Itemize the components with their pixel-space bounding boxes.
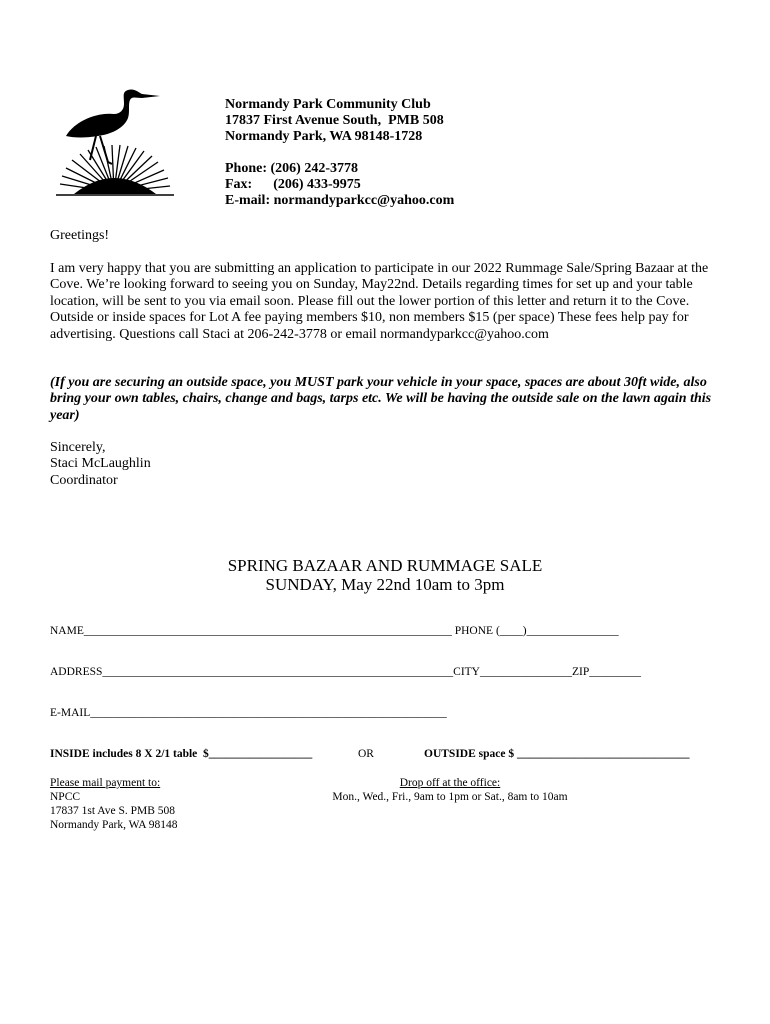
org-letterhead (225, 97, 454, 209)
greeting: Greetings! (50, 228, 110, 243)
event-heading (0, 556, 770, 594)
signer-name: Staci McLaughlin (50, 456, 151, 472)
org-address-line2: Normandy Park, WA 98148-1728 (225, 129, 423, 144)
drop-off-block (320, 776, 580, 804)
org-email: E-mail: normandyparkcc@yahoo.com (225, 193, 455, 208)
event-title: SPRING BAZAAR AND RUMMAGE SALE (227, 556, 543, 575)
outside-space-field[interactable]: OUTSIDE space $ ______________________________ (424, 748, 690, 760)
inside-space-field[interactable]: INSIDE includes 8 X 2/1 table $__________________ (50, 748, 313, 760)
closing: Sincerely, (50, 440, 106, 455)
mail-payment-block (50, 776, 178, 832)
outside-space-notice: (If you are securing an outside space, you MUST park your vehicle in your space, spaces are about 30ft wide, also bring your own tables, chairs, change and bags, tarps etc. We will be having the outside sale on the lawn again this year) (50, 375, 712, 423)
mail-org: NPCC (50, 791, 81, 803)
mail-address-line2: Normandy Park, WA 98148 (50, 819, 178, 831)
org-name: Normandy Park Community Club (225, 97, 431, 112)
space-fee-row (50, 748, 720, 764)
address-city-zip-field[interactable]: ADDRESS_____________________________________________________________CITY________________ZIP_________ (50, 666, 641, 678)
letter-body: I am very happy that you are submitting an application to participate in our 2022 Rummage Sale/Spring Bazaar at the Cove. We’re looking forward to seeing you on Sunday, May22nd. Details regarding times for set up and your table location, will be sent to you via email soon. Please fill out the lower portion of this letter and return it to the Cove. Outside or inside spaces for Lot A fee paying members $10, non members $15 (per space) These fees help pay for advertising. Questions call Staci at 206-242-3778 or email normandyparkcc@yahoo.com (50, 261, 709, 342)
mail-heading: Please mail payment to: (50, 777, 161, 789)
name-phone-field[interactable]: NAME________________________________________________________________ PHONE (____)________________ (50, 625, 619, 637)
drop-hours: Mon., Wed., Fri., 9am to 1pm or Sat., 8am to 10am (332, 791, 568, 803)
signer-title: Coordinator (50, 472, 118, 488)
heron-logo-icon (52, 84, 176, 202)
or-label: OR (358, 748, 374, 760)
mail-address-line1: 17837 1st Ave S. PMB 508 (50, 805, 176, 817)
org-address-line1: 17837 First Avenue South, PMB 508 (225, 113, 444, 128)
signature-block (50, 440, 151, 489)
org-phone: Phone: (206) 242-3778 (225, 161, 358, 176)
email-field[interactable]: E-MAIL______________________________________________________________ (50, 707, 447, 719)
org-fax: Fax: (206) 433-9975 (225, 177, 361, 192)
event-date: SUNDAY, May 22nd 10am to 3pm (265, 575, 505, 594)
drop-heading: Drop off at the office: (399, 777, 501, 789)
